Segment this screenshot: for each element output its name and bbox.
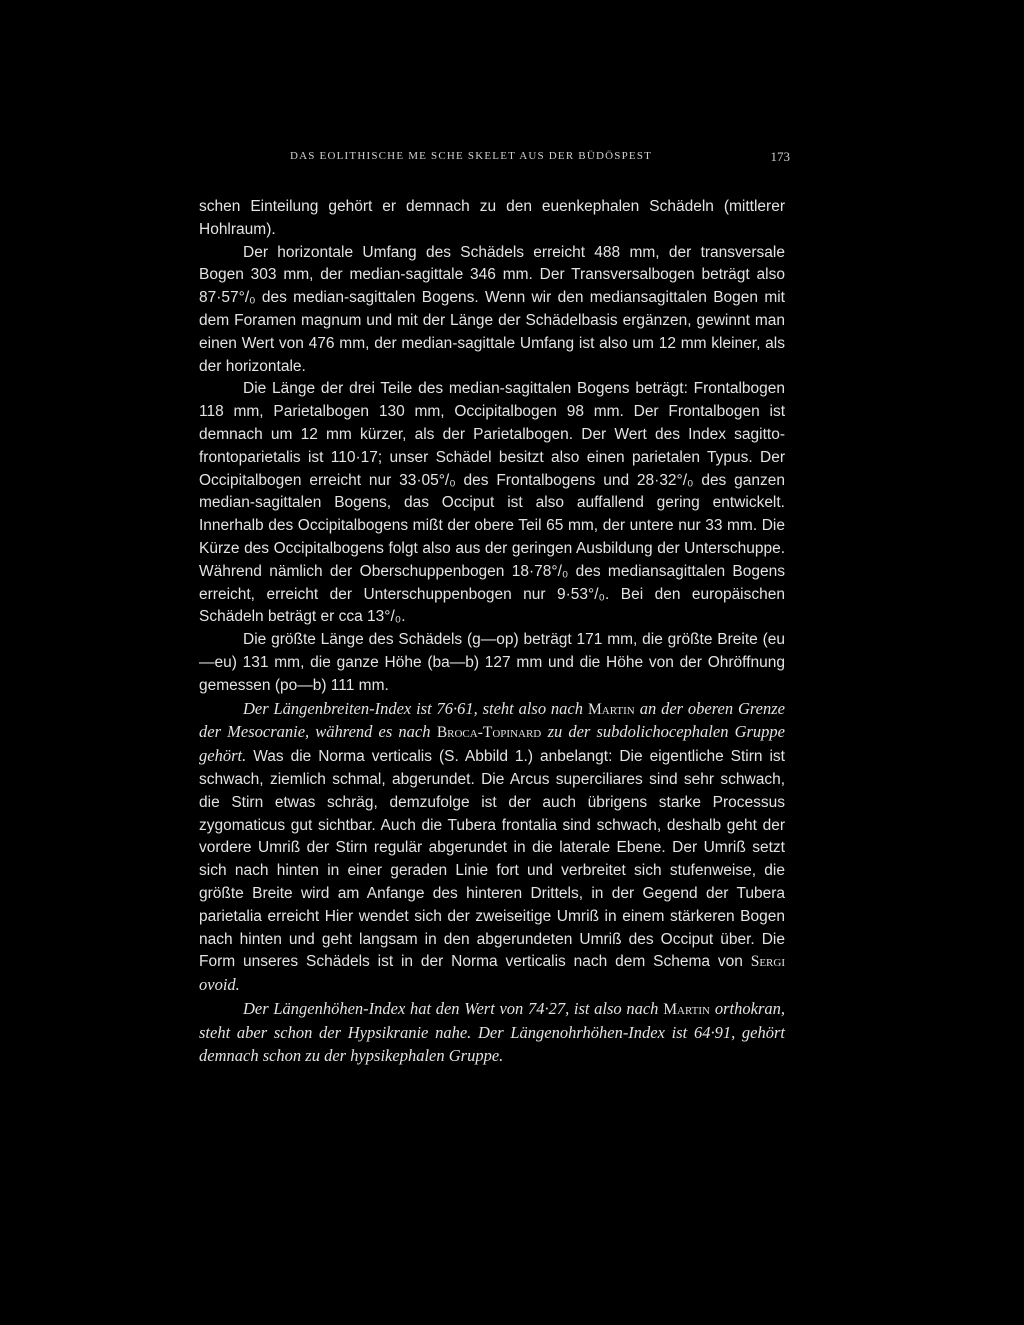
italic-text: zu der subdolichocephalen Gruppe gehört. [199,722,785,766]
italic-text: Der Längenhöhen-Index hat den Wert von 74·27, ist also nach [243,998,659,1018]
author-name: Sergi [750,953,785,971]
running-title: DAS EOLITHISCHE ME SCHE SKELET AUS DER BÜDÖSPEST [290,150,653,162]
paragraph-norma-verticalis [199,698,785,998]
paragraph: Die größte Länge des Schädels (g—op) beträgt 171 mm, die größte Breite (eu—eu) 131 mm, die ganze Höhe (ba—b) 127 mm und die Höhe von der Ohröffnung gemessen (po—b) 111 mm. [199,631,785,694]
paragraph: Die Länge der drei Teile des median-sagittalen Bogens beträgt: Frontalbogen 118 mm, Parietalbogen 130 mm, Occipitalbogen 98 mm. Der Frontalbogen ist demnach um 12 mm kürzer, als der Parietalbogen. Der Wert des Index sagitto-frontoparietalis ist 110·17; unser Schädel besitzt also einen parietalen Typus. Der Occipitalbogen erreicht nur 33·05°/₀ des Frontalbogens und 28·32°/₀ des ganzen median-sagittalen Bogens, das Occiput ist also auffallend gering entwickelt. Innerhalb des Occipitalbogens mißt der obere Teil 65 mm, der untere nur 33 mm. Die Kürze des Occipitalbogens folgt also aus der geringen Ausbildung der Unterschuppe. Während nämlich der Oberschuppenbogen 18·78°/₀ des mediansagittalen Bogens erreicht, erreicht der Unterschuppenbogen nur 9·53°/₀. Bei den europäischen Schädeln beträgt er cca 13°/₀. [199,380,785,626]
author-name: Broca-Topinard [436,724,542,742]
italic-text: an der oberen Grenze der Mesocranie, während es nach [199,698,785,742]
italic-text: orthokran, steht aber schon der Hypsikranie nahe. Der Längenohrhöhen-Index ist 64·91, gehört demnach schon zu der hypsikephalen Gruppe. [199,998,785,1066]
running-header [290,150,790,162]
author-name: Martin [588,700,635,718]
paragraph-text: Was die Norma verticalis (S. Abbild 1.) anbelangt: Die eigentliche Stirn ist schwach, ziemlich schmal, abgerundet. Die Arcus superciliares sind sehr schwach, die Stirn etwas schräg, demzufolge ist der auch übrigens starke Processus zygomaticus gut sichtbar. Auch die Tubera frontalia sind schwach, deshalb geht der vordere Umriß der Stirn regulär abgerundet in die laterale Ebene. Der Umriß setzt sich nach hinten in einer geraden Linie fort und verbreitet sich stufenweise, die größte Breite wird am Anfange des hinteren Drittels, in der Gegend der Tubera parietalia erreicht Hier wendet sich der zweiseitige Umriß in einem stärkeren Bogen nach hinten und geht langsam in den abgerundeten Umriß des Occiput über. Die Form unseres Schädels ist in der Norma verticalis nach dem Schema von [199,748,785,971]
page-number: 173 [770,149,790,164]
italic-text: ovoid. [199,975,240,995]
body-text [199,196,785,1069]
italic-text: Der Längenbreiten-Index ist 76·61, steht also nach [243,698,583,718]
paragraph-hoehen-index [199,998,785,1069]
paragraph: Der horizontale Umfang des Schädels erreicht 488 mm, der transversale Bogen 303 mm, der median-sagittale 346 mm. Der Transversalbogen beträgt also 87·57°/₀ des median-sagittalen Bogens. Wenn wir den mediansagittalen Bogen mit dem Foramen magnum und mit der Länge der Schädelbasis ergänzen, gewinnt man einen Wert von 476 mm, der median-sagittale Umfang ist also um 12 mm kleiner, als der horizontale. [199,243,785,375]
author-name: Martin [663,1000,710,1018]
paragraph: schen Einteilung gehört er demnach zu den euenkephalen Schädeln (mittlerer Hohlraum). [199,198,785,238]
